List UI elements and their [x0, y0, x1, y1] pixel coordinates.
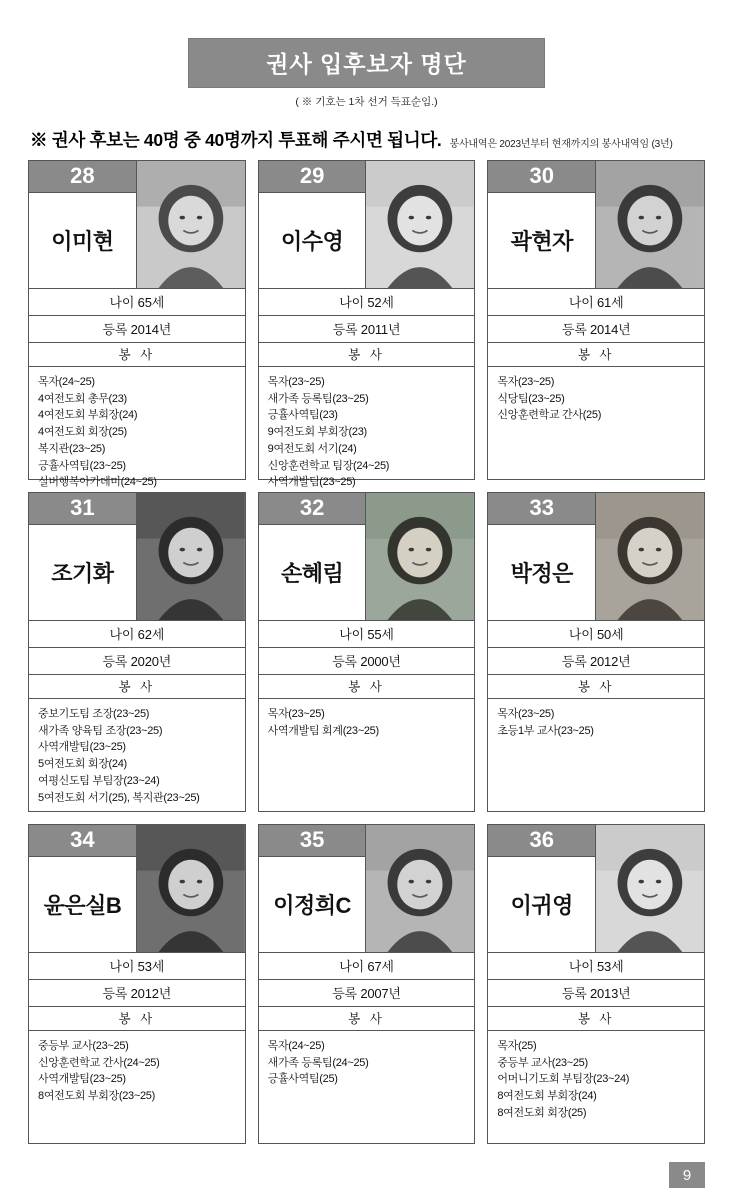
service-item: 신앙훈련학교 간사(25)	[497, 409, 602, 422]
service-section-header: 봉 사	[259, 675, 475, 699]
candidate-number: 36	[488, 825, 595, 857]
card-header	[488, 825, 704, 953]
card-header	[29, 161, 245, 289]
service-list	[488, 699, 704, 811]
service-item: 8여전도회 회장(25)	[497, 1106, 587, 1119]
service-item: 사역개발팀(23~25)	[267, 476, 356, 489]
service-item: 9여전도회 서기(24)	[267, 442, 357, 455]
portrait-illustration	[366, 493, 474, 620]
candidate-name: 이미현	[51, 229, 114, 254]
service-list	[29, 367, 245, 497]
notice-main: ※ 권사 후보는 40명 중 40명까지 투표해 주시면 됩니다.	[30, 130, 442, 150]
card-header	[488, 161, 704, 289]
card-header	[488, 493, 704, 621]
service-item: 목자(23~25)	[267, 708, 325, 720]
service-list	[259, 1031, 475, 1143]
candidate-photo	[366, 825, 474, 952]
candidate-age: 나이 61세	[488, 289, 704, 316]
service-item: 4여전도회 부회장(24)	[38, 409, 138, 422]
candidate-photo	[137, 825, 245, 952]
service-item: 사역개발팀 회계(23~25)	[267, 724, 379, 737]
card-identity	[29, 161, 137, 288]
service-list	[259, 699, 475, 811]
service-item: 8여전도회 부회장(24)	[497, 1090, 597, 1103]
service-list	[488, 367, 704, 479]
candidate-registered-year: 등록 2014년	[29, 316, 245, 343]
service-list	[29, 1031, 245, 1143]
service-item: 새가족 등록팀(24~25)	[267, 1056, 369, 1069]
portrait-illustration	[366, 161, 474, 288]
candidate-name: 곽현자	[510, 229, 573, 254]
portrait-illustration	[596, 825, 704, 952]
page-title: 권사 입후보자 명단	[188, 38, 545, 88]
candidate-card	[487, 824, 705, 1144]
candidate-registered-year: 등록 2020년	[29, 648, 245, 675]
service-item: 8여전도회 부회장(23~25)	[38, 1090, 155, 1103]
service-item: 실버행복아카데미(24~25)	[38, 476, 157, 489]
candidate-age: 나이 50세	[488, 621, 704, 648]
candidate-photo	[596, 825, 704, 952]
service-list	[488, 1031, 704, 1143]
candidate-card	[28, 492, 246, 812]
service-item: 목자(23~25)	[267, 376, 325, 388]
service-item: 중등부 교사(23~25)	[497, 1056, 588, 1069]
service-item: 목자(23~25)	[497, 376, 555, 388]
candidate-number: 34	[29, 825, 136, 857]
candidate-card	[487, 492, 705, 812]
candidate-name: 윤은실B	[43, 893, 122, 918]
portrait-illustration	[137, 493, 245, 620]
candidate-registered-year: 등록 2000년	[259, 648, 475, 675]
service-item: 9여전도회 부회장(23)	[267, 426, 367, 439]
candidate-card	[258, 160, 476, 489]
candidate-number: 30	[488, 161, 595, 193]
candidate-grid	[28, 160, 705, 1144]
candidate-age: 나이 53세	[488, 953, 704, 980]
candidate-name: 조기화	[51, 561, 114, 586]
candidate-number: 32	[259, 493, 366, 525]
notice-sub: 봉사내역은 2023년부터 현재까지의 봉사내역임 (3년)	[449, 139, 673, 150]
service-section-header: 봉 사	[488, 343, 704, 367]
card-identity	[29, 493, 137, 620]
candidate-photo	[137, 493, 245, 620]
candidate-registered-year: 등록 2014년	[488, 316, 704, 343]
candidate-photo	[137, 161, 245, 288]
candidate-name: 이수영	[280, 229, 344, 254]
service-item: 사역개발팀(23~25)	[38, 1073, 126, 1086]
service-item: 목자(25)	[497, 1040, 537, 1052]
candidate-number: 29	[259, 161, 366, 193]
candidate-card	[258, 492, 476, 812]
candidate-photo	[596, 493, 704, 620]
service-item: 목자(23~25)	[497, 708, 555, 720]
candidate-name: 박정은	[510, 561, 573, 586]
card-header	[259, 493, 475, 621]
candidate-number: 28	[29, 161, 136, 193]
candidate-card	[28, 824, 246, 1144]
service-section-header: 봉 사	[259, 343, 475, 367]
portrait-illustration	[596, 493, 704, 620]
service-item: 긍휼사역팀(23~25)	[38, 459, 126, 472]
document-page	[0, 38, 733, 1202]
service-list	[259, 367, 475, 497]
candidate-age: 나이 55세	[259, 621, 475, 648]
card-identity	[259, 161, 367, 288]
service-item: 긍휼사역팀(23)	[267, 409, 338, 422]
candidate-registered-year: 등록 2012년	[29, 980, 245, 1007]
card-identity	[259, 493, 367, 620]
service-item: 초등1부 교사(23~25)	[497, 724, 594, 737]
card-identity	[29, 825, 137, 952]
card-header	[29, 825, 245, 953]
service-item: 신앙훈련학교 팀장(24~25)	[267, 459, 390, 472]
service-item: 중보기도팀 조장(23~25)	[38, 708, 150, 720]
candidate-number: 31	[29, 493, 136, 525]
card-identity	[488, 493, 596, 620]
candidate-name: 이정희C	[273, 893, 351, 918]
service-item: 4여전도회 회장(25)	[38, 426, 127, 439]
service-item: 어머니기도회 부팀장(23~24)	[497, 1073, 630, 1086]
service-section-header: 봉 사	[29, 343, 245, 367]
candidate-name: 손혜림	[280, 561, 344, 586]
card-header	[29, 493, 245, 621]
candidate-registered-year: 등록 2013년	[488, 980, 704, 1007]
service-item: 신앙훈련학교 간사(24~25)	[38, 1056, 160, 1069]
candidate-age: 나이 52세	[259, 289, 475, 316]
service-item: 사역개발팀(23~25)	[38, 741, 126, 754]
service-section-header: 봉 사	[259, 1007, 475, 1031]
candidate-card	[487, 160, 705, 480]
portrait-illustration	[366, 825, 474, 952]
candidate-photo	[366, 161, 474, 288]
candidate-age: 나이 62세	[29, 621, 245, 648]
service-item: 여평신도팀 부팀장(23~24)	[38, 774, 160, 787]
portrait-illustration	[137, 161, 245, 288]
service-section-header: 봉 사	[488, 1007, 704, 1031]
candidate-photo	[366, 493, 474, 620]
service-item: 긍휼사역팀(25)	[267, 1073, 338, 1086]
portrait-illustration	[596, 161, 704, 288]
service-item: 4여전도회 총무(23)	[38, 392, 127, 405]
service-item: 식당팀(23~25)	[497, 392, 565, 405]
candidate-card	[258, 824, 476, 1144]
page-number: 9	[669, 1162, 705, 1188]
service-section-header: 봉 사	[488, 675, 704, 699]
card-header	[259, 161, 475, 289]
candidate-name: 이귀영	[510, 893, 573, 918]
candidate-registered-year: 등록 2011년	[259, 316, 475, 343]
service-item: 목자(24~25)	[38, 376, 95, 388]
title-note: ( ※ 기호는 1차 선거 득표순임.)	[295, 96, 438, 108]
service-item: 복지관(23~25)	[38, 442, 106, 455]
service-section-header: 봉 사	[29, 675, 245, 699]
service-item: 중등부 교사(23~25)	[38, 1040, 129, 1052]
candidate-age: 나이 67세	[259, 953, 475, 980]
service-item: 목자(24~25)	[267, 1040, 325, 1052]
service-section-header: 봉 사	[29, 1007, 245, 1031]
candidate-registered-year: 등록 2007년	[259, 980, 475, 1007]
notice-row	[28, 127, 705, 152]
service-item: 새가족 등록팀(23~25)	[267, 392, 369, 405]
service-item: 5여전도회 회장(24)	[38, 758, 127, 771]
candidate-age: 나이 65세	[29, 289, 245, 316]
card-identity	[488, 161, 596, 288]
candidate-card	[28, 160, 246, 489]
card-header	[259, 825, 475, 953]
service-list	[29, 699, 245, 812]
candidate-number: 33	[488, 493, 595, 525]
candidate-age: 나이 53세	[29, 953, 245, 980]
candidate-photo	[596, 161, 704, 288]
service-item: 새가족 양육팀 조장(23~25)	[38, 724, 163, 737]
candidate-registered-year: 등록 2012년	[488, 648, 704, 675]
card-identity	[488, 825, 596, 952]
service-item: 5여전도회 서기(25), 복지관(23~25)	[38, 791, 200, 804]
candidate-number: 35	[259, 825, 366, 857]
portrait-illustration	[137, 825, 245, 952]
card-identity	[259, 825, 367, 952]
